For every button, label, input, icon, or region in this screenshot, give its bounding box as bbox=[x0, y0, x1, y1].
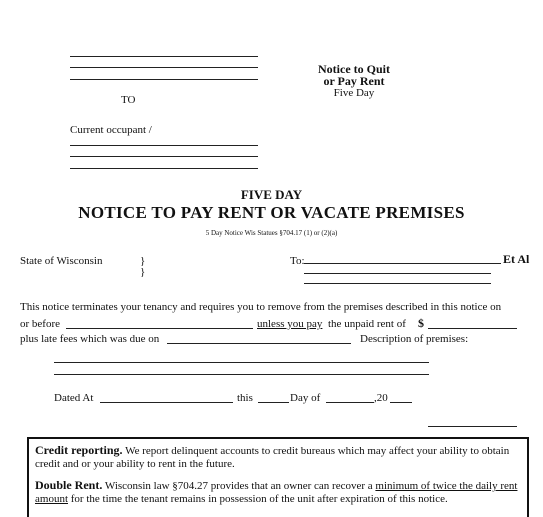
address-line-1[interactable] bbox=[70, 56, 258, 57]
year-line[interactable] bbox=[390, 402, 412, 403]
state-label: State of Wisconsin bbox=[20, 255, 103, 267]
notice-title-line-1: Notice to Quit bbox=[318, 62, 390, 76]
occupant-line-2[interactable] bbox=[70, 156, 258, 157]
brace-2: } bbox=[140, 266, 146, 278]
page-title: NOTICE TO PAY RENT OR VACATE PREMISES bbox=[78, 203, 465, 222]
description-of-premises-label: Description of premises: bbox=[360, 333, 469, 345]
or-before-date-line[interactable] bbox=[66, 328, 253, 329]
month-line[interactable] bbox=[326, 402, 374, 403]
occupant-line-3[interactable] bbox=[70, 168, 258, 169]
year-prefix: ,20 bbox=[374, 392, 388, 404]
to-recipient-label: To: bbox=[290, 255, 305, 267]
credit-reporting-paragraph bbox=[35, 444, 523, 471]
unpaid-rent-label: the unpaid rent of bbox=[328, 318, 406, 330]
double-rent-paragraph bbox=[35, 479, 523, 506]
rent-amount-line[interactable] bbox=[428, 328, 517, 329]
address-line-3[interactable] bbox=[70, 79, 258, 80]
dated-at-line[interactable] bbox=[100, 402, 233, 403]
credit-reporting-label: Credit reporting. bbox=[35, 443, 123, 457]
current-occupant-label: Current occupant / bbox=[70, 124, 152, 136]
statute-reference: 5 Day Notice Wis Statues §704.17 (1) or (2)(a) bbox=[205, 229, 338, 237]
legal-notice-box bbox=[27, 437, 529, 517]
notice-title-line-2: or Pay Rent bbox=[323, 74, 385, 88]
plus-late-fees-label: plus late fees which was due on bbox=[20, 333, 160, 345]
double-rent-label: Double Rent. bbox=[35, 478, 103, 492]
day-of-label: Day of bbox=[290, 392, 321, 404]
due-date-line[interactable] bbox=[167, 343, 351, 344]
termination-sentence: This notice terminates your tenancy and requires you to remove from the premises described in this notice on bbox=[20, 301, 502, 313]
dollar-sign: $ bbox=[418, 316, 424, 330]
recipient-line-3[interactable] bbox=[304, 283, 491, 284]
premises-line-2[interactable] bbox=[54, 374, 429, 375]
recipient-line-2[interactable] bbox=[304, 273, 491, 274]
premises-line-1[interactable] bbox=[54, 362, 429, 363]
this-label: this bbox=[237, 392, 253, 404]
double-rent-text-2: for the time the tenant remains in possession of the unit after expiration of this notice. bbox=[68, 493, 448, 505]
dated-at-label: Dated At bbox=[54, 392, 94, 404]
address-line-2[interactable] bbox=[70, 67, 258, 68]
double-rent-text-1: Wisconsin law §704.27 provides that an owner can recover a bbox=[102, 480, 376, 492]
recipient-line-1[interactable] bbox=[304, 263, 501, 264]
unless-you-pay: unless you pay bbox=[257, 318, 323, 330]
et-al-label: Et Al bbox=[503, 252, 530, 266]
occupant-line-1[interactable] bbox=[70, 145, 258, 146]
day-number-line[interactable] bbox=[258, 402, 289, 403]
brace-1: } bbox=[140, 255, 146, 267]
credit-reporting-text: We report delinquent accounts to credit bureaus which may affect your ability to obtain credit and or your ability to rent in the future. bbox=[35, 445, 510, 470]
notice-title-line-3: Five Day bbox=[333, 87, 375, 99]
signature-line[interactable] bbox=[428, 426, 517, 427]
or-before-label: or before bbox=[20, 318, 61, 330]
double-rent-text-underlined: minimum of twice the daily rent amount bbox=[35, 480, 518, 505]
five-day-heading: FIVE DAY bbox=[240, 187, 303, 202]
to-label: TO bbox=[121, 94, 136, 106]
